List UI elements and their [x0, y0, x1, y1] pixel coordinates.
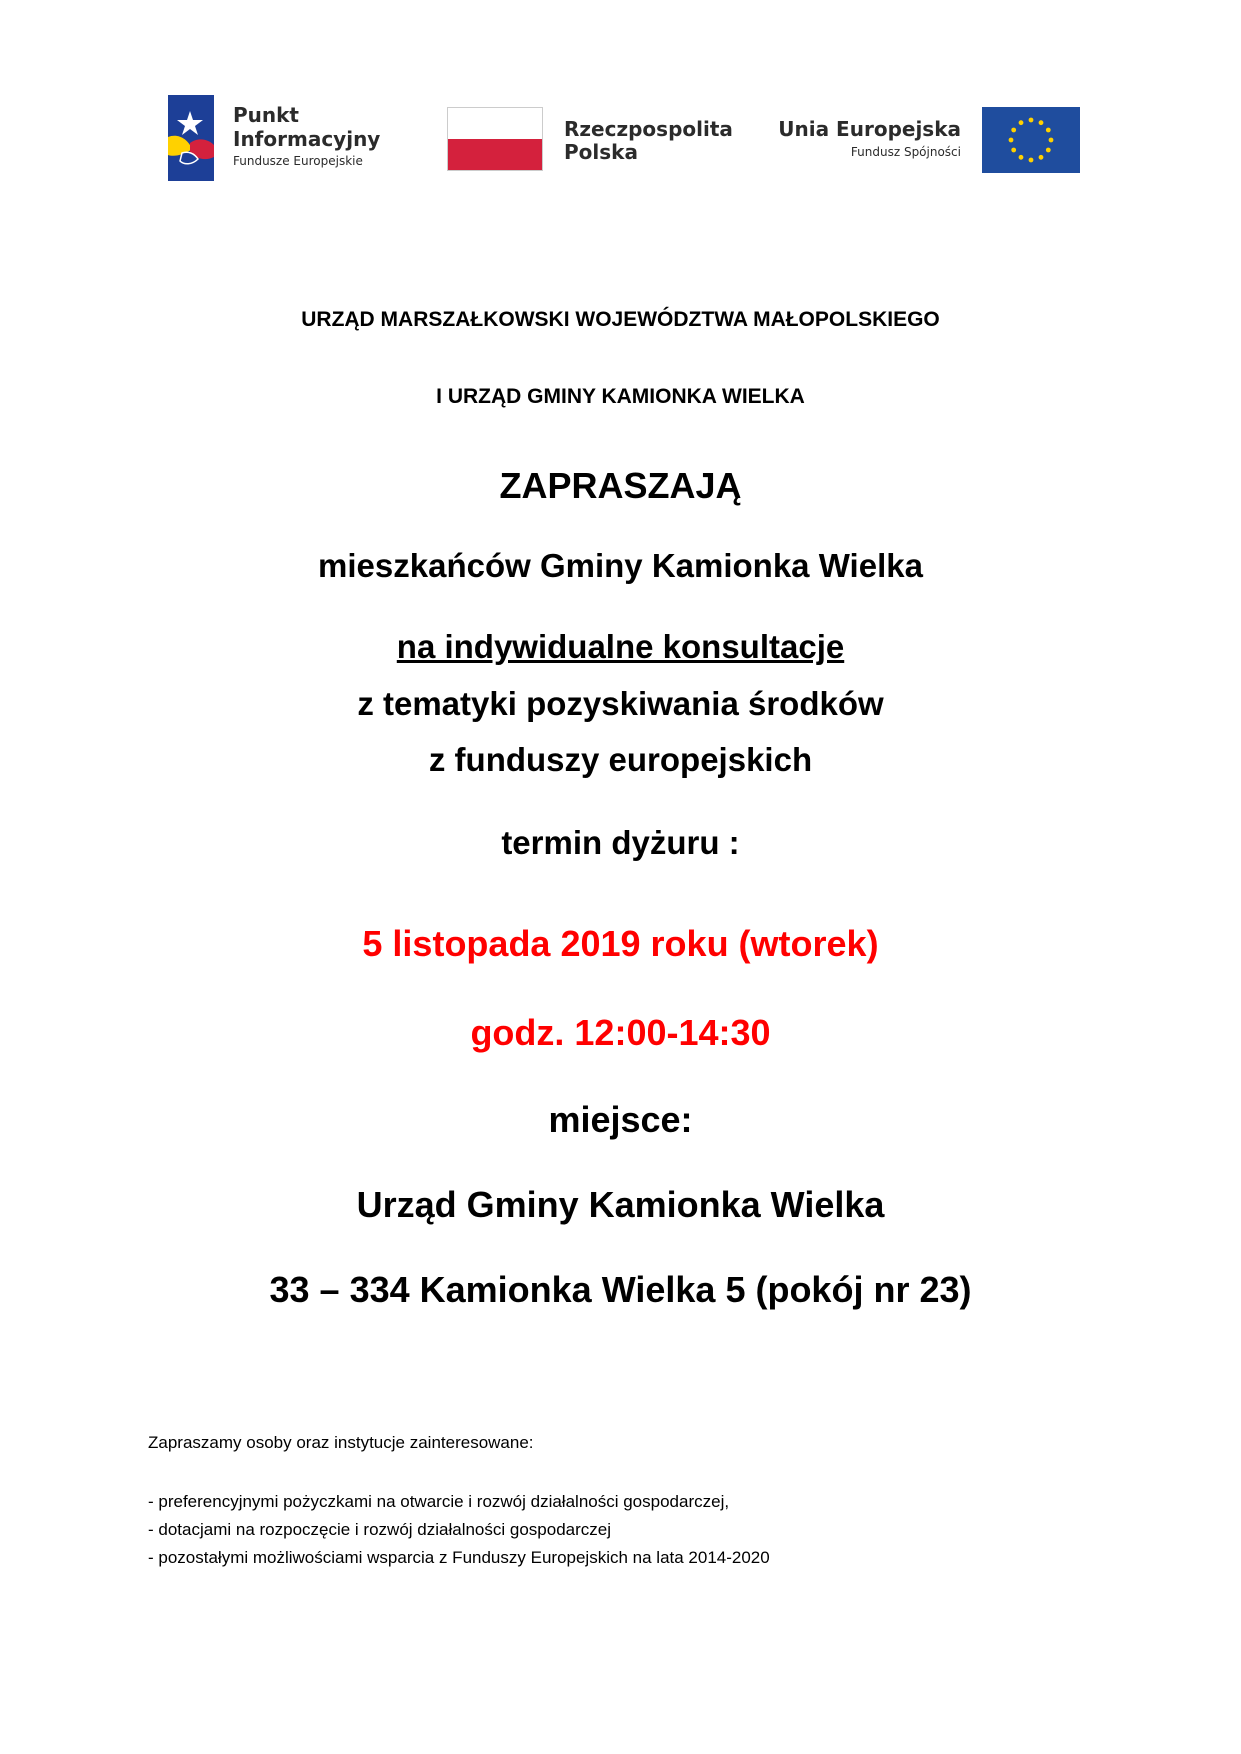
ue-logo-line1: Unia Europejska	[778, 117, 961, 141]
place-label: miejsce:	[548, 1099, 693, 1140]
organizer-line-1: URZĄD MARSZAŁKOWSKI WOJEWÓDZTWA MAŁOPOLSKIEGO	[301, 308, 940, 331]
punkt-logo-line2: Informacyjny	[233, 127, 381, 151]
term-label: termin dyżuru :	[501, 824, 740, 861]
place-address: 33 – 334 Kamionka Wielka 5 (pokój nr 23)	[269, 1269, 972, 1310]
punkt-logo-line1: Punkt	[233, 103, 299, 127]
consultation-topic-line3: z funduszy europejskich	[428, 741, 813, 778]
footer-list-item: - preferencyjnymi pożyczkami na otwarcie i rozwój działalności gospodarczej,	[148, 1492, 730, 1511]
rzeczpospolita-polska-logo	[447, 100, 737, 180]
organizer-line-2: I URZĄD GMINY KAMIONKA WIELKA	[436, 385, 805, 408]
footer-list-item: - dotacjami na rozpoczęcie i rozwój działalności gospodarczej	[148, 1520, 612, 1539]
fundusze-europejskie-emblem-icon	[168, 95, 214, 181]
ue-logo-line2: Fundusz Spójności	[850, 145, 961, 159]
punkt-informacyjny-logo	[168, 100, 398, 180]
footer-intro: Zapraszamy osoby oraz instytucje zainteresowane:	[148, 1433, 534, 1452]
polish-flag-icon	[447, 107, 543, 171]
footer-list-item: - pozostałymi możliwościami wsparcia z Funduszy Europejskich na lata 2014-2020	[148, 1548, 770, 1567]
eu-flag-icon	[982, 107, 1080, 173]
logo-bar	[0, 100, 1241, 180]
event-hours: godz. 12:00-14:30	[470, 1012, 771, 1053]
unia-europejska-logo	[770, 100, 1080, 180]
event-date: 5 listopada 2019 roku (wtorek)	[362, 923, 879, 964]
punkt-logo-line3: Fundusze Europejskie	[233, 154, 363, 168]
rp-logo-line1: Rzeczpospolita	[564, 117, 733, 141]
consultation-topic-underlined: na indywidualne konsultacje	[396, 628, 845, 665]
invitation-audience: mieszkańców Gminy Kamionka Wielka	[318, 547, 923, 584]
invitation-verb: ZAPRASZAJĄ	[499, 465, 742, 506]
consultation-topic-line2: z tematyki pozyskiwania środków	[357, 685, 884, 722]
rp-logo-line2: Polska	[564, 140, 638, 164]
place-name: Urząd Gminy Kamionka Wielka	[356, 1184, 885, 1225]
